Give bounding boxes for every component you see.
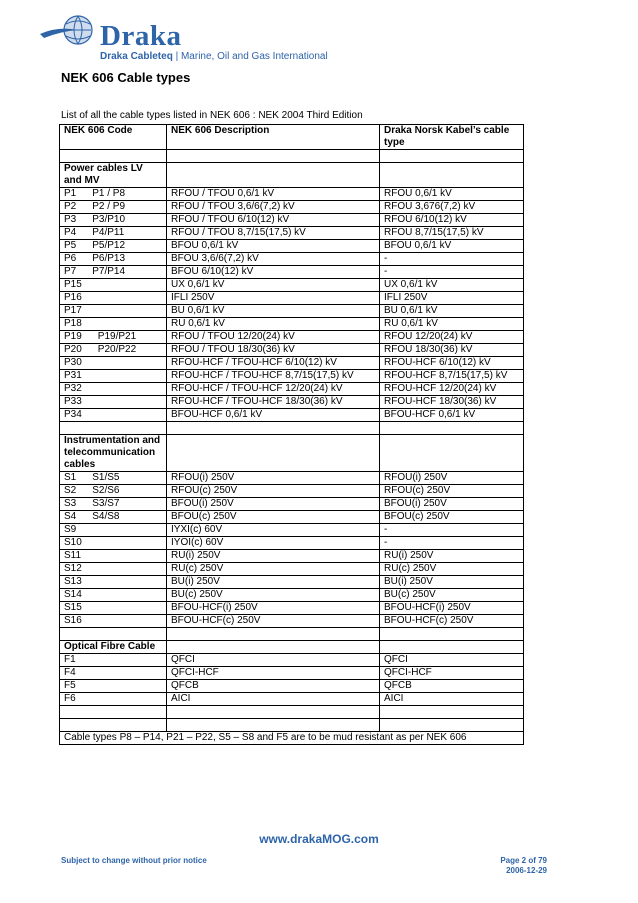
code-alternative: P3/P10 bbox=[92, 214, 126, 225]
code-cell bbox=[60, 253, 167, 266]
draka-type-cell: RFOU-HCF 18/30(36) kV bbox=[380, 396, 524, 409]
table-cell bbox=[60, 150, 167, 163]
description-cell: BU(i) 250V bbox=[167, 576, 380, 589]
code-cell bbox=[60, 615, 167, 628]
code-cell bbox=[60, 654, 167, 667]
code: S11 bbox=[64, 550, 82, 561]
code-cell bbox=[60, 472, 167, 485]
blank-row bbox=[60, 150, 524, 163]
cable-types-table bbox=[59, 124, 524, 745]
section-header-row bbox=[60, 641, 524, 654]
table-row bbox=[60, 383, 524, 396]
footnote-row bbox=[60, 732, 524, 745]
code: P15 bbox=[64, 279, 82, 290]
table-row bbox=[60, 214, 524, 227]
draka-type-cell: BU 0,6/1 kV bbox=[380, 305, 524, 318]
table-row bbox=[60, 318, 524, 331]
table-row bbox=[60, 370, 524, 383]
table-cell bbox=[60, 422, 167, 435]
table-cell bbox=[167, 150, 380, 163]
description-cell: BFOU-HCF(c) 250V bbox=[167, 615, 380, 628]
code: P20 bbox=[64, 344, 82, 355]
draka-type-cell: RU(i) 250V bbox=[380, 550, 524, 563]
code-cell bbox=[60, 409, 167, 422]
code: S9 bbox=[64, 524, 77, 535]
code-alternative: P6/P13 bbox=[92, 253, 126, 264]
code-cell bbox=[60, 485, 167, 498]
table-row bbox=[60, 201, 524, 214]
table-cell bbox=[167, 163, 380, 188]
draka-type-cell: QFCI bbox=[380, 654, 524, 667]
description-cell: BFOU(i) 250V bbox=[167, 498, 380, 511]
table-cell bbox=[380, 719, 524, 732]
code-alternative: S4/S8 bbox=[92, 511, 120, 522]
code: S16 bbox=[64, 615, 82, 626]
table-row bbox=[60, 279, 524, 292]
draka-type-cell: - bbox=[380, 253, 524, 266]
code: P2 bbox=[64, 201, 77, 212]
code-cell bbox=[60, 227, 167, 240]
description-cell: RFOU-HCF / TFOU-HCF 12/20(24) kV bbox=[167, 383, 380, 396]
code: S3 bbox=[64, 498, 77, 509]
table-cell bbox=[380, 641, 524, 654]
code: P17 bbox=[64, 305, 82, 316]
code-cell bbox=[60, 292, 167, 305]
code-cell bbox=[60, 214, 167, 227]
code: S12 bbox=[64, 563, 82, 574]
description-cell: RFOU(i) 250V bbox=[167, 472, 380, 485]
draka-type-cell: IFLI 250V bbox=[380, 292, 524, 305]
table-row bbox=[60, 253, 524, 266]
code-cell bbox=[60, 524, 167, 537]
table-cell bbox=[380, 163, 524, 188]
table-row bbox=[60, 292, 524, 305]
code-cell bbox=[60, 680, 167, 693]
code: P7 bbox=[64, 266, 77, 277]
blank-row bbox=[60, 628, 524, 641]
draka-type-cell: - bbox=[380, 524, 524, 537]
draka-type-cell: QFCB bbox=[380, 680, 524, 693]
table-row bbox=[60, 667, 524, 680]
description-cell: BFOU 3,6/6(7,2) kV bbox=[167, 253, 380, 266]
code: P19 bbox=[64, 331, 82, 342]
description-cell: RFOU-HCF / TFOU-HCF 6/10(12) kV bbox=[167, 357, 380, 370]
globe-icon bbox=[38, 14, 100, 50]
change-notice: Subject to change without prior notice bbox=[61, 856, 207, 865]
draka-type-cell: RFOU 3,676(7,2) kV bbox=[380, 201, 524, 214]
code: P30 bbox=[64, 357, 82, 368]
description-cell: QFCB bbox=[167, 680, 380, 693]
code: S13 bbox=[64, 576, 82, 587]
code-alternative: S2/S6 bbox=[92, 485, 120, 496]
table-cell bbox=[60, 706, 167, 719]
table-row bbox=[60, 615, 524, 628]
table-row bbox=[60, 409, 524, 422]
draka-type-cell: RFOU-HCF 8,7/15(17,5) kV bbox=[380, 370, 524, 383]
code-cell bbox=[60, 305, 167, 318]
table-cell bbox=[380, 422, 524, 435]
code: P32 bbox=[64, 383, 82, 394]
code-cell bbox=[60, 693, 167, 706]
code-cell bbox=[60, 550, 167, 563]
table-row bbox=[60, 693, 524, 706]
draka-logo bbox=[38, 14, 338, 66]
code: S15 bbox=[64, 602, 82, 613]
code-cell bbox=[60, 318, 167, 331]
draka-type-cell: BFOU-HCF(i) 250V bbox=[380, 602, 524, 615]
section-header-row bbox=[60, 435, 524, 472]
table-cell bbox=[167, 706, 380, 719]
code: P5 bbox=[64, 240, 77, 251]
blank-row bbox=[60, 706, 524, 719]
draka-type-cell: RFOU-HCF 12/20(24) kV bbox=[380, 383, 524, 396]
description-cell: QFCI bbox=[167, 654, 380, 667]
code-cell bbox=[60, 357, 167, 370]
blank-row bbox=[60, 719, 524, 732]
code-cell bbox=[60, 396, 167, 409]
table-cell bbox=[167, 628, 380, 641]
code-alternative: P4/P11 bbox=[92, 227, 125, 238]
table-row bbox=[60, 537, 524, 550]
description-cell: RU 0,6/1 kV bbox=[167, 318, 380, 331]
code-alternative: P2 / P9 bbox=[92, 201, 126, 212]
description-cell: BFOU-HCF(i) 250V bbox=[167, 602, 380, 615]
draka-type-cell: BFOU-HCF 0,6/1 kV bbox=[380, 409, 524, 422]
code-alternative: S1/S5 bbox=[92, 472, 120, 483]
draka-type-cell: RFOU 6/10(12) kV bbox=[380, 214, 524, 227]
table-row bbox=[60, 550, 524, 563]
code-cell bbox=[60, 370, 167, 383]
table-row bbox=[60, 654, 524, 667]
table-footnote: Cable types P8 – P14, P21 – P22, S5 – S8 and F5 are to be mud resistant as per NEK 606 bbox=[60, 732, 524, 745]
draka-type-cell: BU(c) 250V bbox=[380, 589, 524, 602]
description-cell: RU(i) 250V bbox=[167, 550, 380, 563]
draka-type-cell: - bbox=[380, 537, 524, 550]
draka-type-cell: BFOU 0,6/1 kV bbox=[380, 240, 524, 253]
description-cell: BFOU-HCF 0,6/1 kV bbox=[167, 409, 380, 422]
code: P1 bbox=[64, 188, 77, 199]
draka-type-cell: - bbox=[380, 266, 524, 279]
code-alternative: P19/P21 bbox=[97, 331, 137, 342]
code-alternative: P1 / P8 bbox=[92, 188, 126, 199]
description-cell: BFOU 0,6/1 kV bbox=[167, 240, 380, 253]
code-cell bbox=[60, 667, 167, 680]
code-alternative: P20/P22 bbox=[97, 344, 137, 355]
table-row bbox=[60, 188, 524, 201]
code: P16 bbox=[64, 292, 82, 303]
code: S14 bbox=[64, 589, 82, 600]
description-cell: UX 0,6/1 kV bbox=[167, 279, 380, 292]
code: F5 bbox=[64, 680, 76, 691]
code-cell bbox=[60, 383, 167, 396]
code: S2 bbox=[64, 485, 77, 496]
draka-type-cell: BU(i) 250V bbox=[380, 576, 524, 589]
document-date: 2006-12-29 bbox=[506, 866, 547, 875]
draka-type-cell: RFOU 18/30(36) kV bbox=[380, 344, 524, 357]
code-cell bbox=[60, 511, 167, 524]
section-header-row bbox=[60, 163, 524, 188]
code-cell bbox=[60, 188, 167, 201]
code-alternative: P7/P14 bbox=[92, 266, 126, 277]
code-cell bbox=[60, 589, 167, 602]
blank-row bbox=[60, 422, 524, 435]
code-cell bbox=[60, 240, 167, 253]
description-cell: RFOU-HCF / TFOU-HCF 18/30(36) kV bbox=[167, 396, 380, 409]
description-cell: RFOU-HCF / TFOU-HCF 8,7/15(17,5) kV bbox=[167, 370, 380, 383]
column-header: Draka Norsk Kabel’s cable type bbox=[380, 125, 524, 150]
table-row bbox=[60, 563, 524, 576]
table-row bbox=[60, 680, 524, 693]
table-cell bbox=[167, 422, 380, 435]
description-cell: BU 0,6/1 kV bbox=[167, 305, 380, 318]
table-row bbox=[60, 485, 524, 498]
draka-type-cell: BFOU(i) 250V bbox=[380, 498, 524, 511]
draka-type-cell: RFOU 0,6/1 kV bbox=[380, 188, 524, 201]
table-row bbox=[60, 396, 524, 409]
intro-text: List of all the cable types listed in NEK 606 : NEK 2004 Third Edition bbox=[61, 110, 363, 121]
code: P18 bbox=[64, 318, 82, 329]
code: F1 bbox=[64, 654, 76, 665]
table-cell bbox=[380, 435, 524, 472]
code: S1 bbox=[64, 472, 77, 483]
table-cell bbox=[167, 435, 380, 472]
table-row bbox=[60, 498, 524, 511]
table-cell bbox=[167, 719, 380, 732]
table-row bbox=[60, 227, 524, 240]
draka-type-cell: RFOU-HCF 6/10(12) kV bbox=[380, 357, 524, 370]
table-row bbox=[60, 240, 524, 253]
code: P4 bbox=[64, 227, 77, 238]
website-link[interactable]: www.drakaMOG.com bbox=[259, 832, 379, 846]
description-cell: RFOU / TFOU 12/20(24) kV bbox=[167, 331, 380, 344]
table-cell bbox=[380, 706, 524, 719]
description-cell: RFOU / TFOU 3,6/6(7,2) kV bbox=[167, 201, 380, 214]
code: S10 bbox=[64, 537, 82, 548]
code: P3 bbox=[64, 214, 77, 225]
table-row bbox=[60, 357, 524, 370]
table-row bbox=[60, 472, 524, 485]
table-row bbox=[60, 524, 524, 537]
code-alternative: P5/P12 bbox=[92, 240, 126, 251]
table-row bbox=[60, 602, 524, 615]
section-title: Instrumentation and telecommunication cables bbox=[60, 435, 167, 472]
description-cell: QFCI-HCF bbox=[167, 667, 380, 680]
description-cell: AICI bbox=[167, 693, 380, 706]
description-cell: BFOU(c) 250V bbox=[167, 511, 380, 524]
code: P34 bbox=[64, 409, 82, 420]
code: F6 bbox=[64, 693, 76, 704]
draka-type-cell: AICI bbox=[380, 693, 524, 706]
page-title: NEK 606 Cable types bbox=[61, 70, 191, 85]
description-cell: IYOI(c) 60V bbox=[167, 537, 380, 550]
description-cell: RFOU / TFOU 8,7/15(17,5) kV bbox=[167, 227, 380, 240]
page-info bbox=[500, 856, 547, 876]
code-cell bbox=[60, 576, 167, 589]
column-header: NEK 606 Code bbox=[60, 125, 167, 150]
code-cell bbox=[60, 537, 167, 550]
table-cell bbox=[60, 628, 167, 641]
code: P33 bbox=[64, 396, 82, 407]
draka-type-cell: RFOU(c) 250V bbox=[380, 485, 524, 498]
code-cell bbox=[60, 498, 167, 511]
table-row bbox=[60, 589, 524, 602]
code-cell bbox=[60, 201, 167, 214]
description-cell: RFOU(c) 250V bbox=[167, 485, 380, 498]
brand-tagline: Draka Cableteq | Marine, Oil and Gas International bbox=[100, 51, 328, 62]
draka-type-cell: BFOU-HCF(c) 250V bbox=[380, 615, 524, 628]
code: P31 bbox=[64, 370, 82, 381]
draka-type-cell: QFCI-HCF bbox=[380, 667, 524, 680]
table-row bbox=[60, 344, 524, 357]
description-cell: RFOU / TFOU 0,6/1 kV bbox=[167, 188, 380, 201]
description-cell: RFOU / TFOU 18/30(36) kV bbox=[167, 344, 380, 357]
description-cell: RU(c) 250V bbox=[167, 563, 380, 576]
page-number: Page 2 of 79 bbox=[500, 856, 547, 865]
description-cell: BU(c) 250V bbox=[167, 589, 380, 602]
table-cell bbox=[380, 628, 524, 641]
description-cell: IYXI(c) 60V bbox=[167, 524, 380, 537]
code-cell bbox=[60, 279, 167, 292]
code-cell bbox=[60, 266, 167, 279]
table-row bbox=[60, 576, 524, 589]
code-cell bbox=[60, 344, 167, 357]
table-row bbox=[60, 331, 524, 344]
draka-type-cell: BFOU(c) 250V bbox=[380, 511, 524, 524]
column-header: NEK 606 Description bbox=[167, 125, 380, 150]
table-row bbox=[60, 511, 524, 524]
brand-name: Draka bbox=[100, 20, 182, 52]
table-header-row bbox=[60, 125, 524, 150]
table-cell bbox=[167, 641, 380, 654]
code: P6 bbox=[64, 253, 77, 264]
table-row bbox=[60, 266, 524, 279]
code: F4 bbox=[64, 667, 76, 678]
section-title: Power cables LV and MV bbox=[60, 163, 167, 188]
draka-type-cell: RFOU(i) 250V bbox=[380, 472, 524, 485]
table-cell bbox=[380, 150, 524, 163]
code-cell bbox=[60, 331, 167, 344]
description-cell: RFOU / TFOU 6/10(12) kV bbox=[167, 214, 380, 227]
description-cell: IFLI 250V bbox=[167, 292, 380, 305]
code-cell bbox=[60, 563, 167, 576]
draka-type-cell: RU(c) 250V bbox=[380, 563, 524, 576]
section-title: Optical Fibre Cable bbox=[60, 641, 167, 654]
code: S4 bbox=[64, 511, 77, 522]
table-cell bbox=[60, 719, 167, 732]
code-alternative: S3/S7 bbox=[92, 498, 120, 509]
draka-type-cell: RU 0,6/1 kV bbox=[380, 318, 524, 331]
code-cell bbox=[60, 602, 167, 615]
draka-type-cell: RFOU 12/20(24) kV bbox=[380, 331, 524, 344]
table-row bbox=[60, 305, 524, 318]
draka-type-cell: UX 0,6/1 kV bbox=[380, 279, 524, 292]
draka-type-cell: RFOU 8,7/15(17,5) kV bbox=[380, 227, 524, 240]
description-cell: BFOU 6/10(12) kV bbox=[167, 266, 380, 279]
